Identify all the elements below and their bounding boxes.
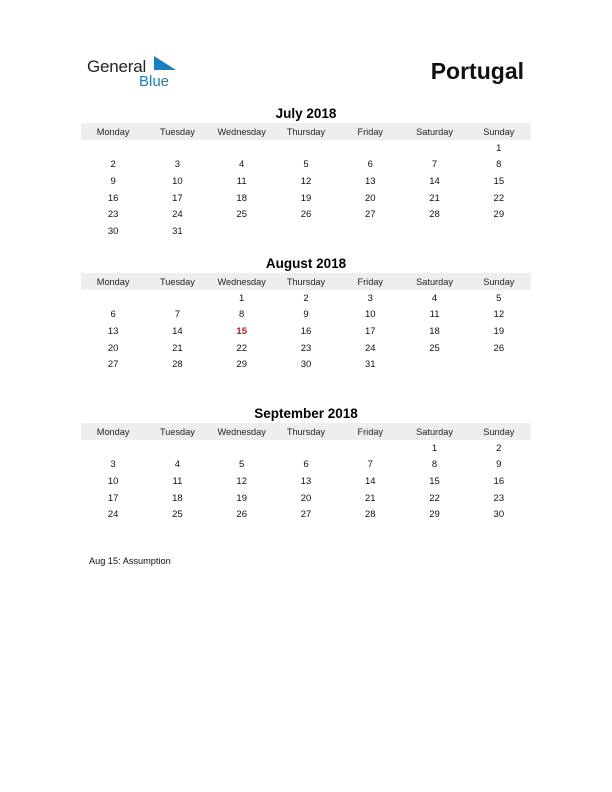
day-cell: 29 [236,359,247,371]
weekday-tuesday: Tuesday [159,426,195,437]
week-row [81,457,531,474]
day-cell: 15 [493,175,505,187]
day-cell: 26 [300,209,312,221]
day-cell: 1 [431,442,438,454]
day-cell: 5 [303,159,309,171]
weekday-saturday: Saturday [416,276,453,287]
weekday-thursday: Thursday [286,426,326,437]
day-cell: 18 [172,492,183,504]
day-cell: 19 [493,325,505,337]
day-cell: 23 [493,492,505,504]
weekday-friday: Friday [357,126,384,137]
day-cell: 18 [429,325,440,337]
day-cell: 17 [107,492,119,504]
day-cell: 14 [172,325,183,337]
day-cell: 3 [110,459,116,471]
month-august [81,255,531,373]
day-cell: 30 [300,359,312,371]
week-row [81,307,531,324]
day-cell: 21 [364,492,376,504]
day-cell: 28 [172,359,183,371]
logo [87,55,187,95]
day-cell: 8 [239,309,245,321]
day-cell: 1 [239,292,245,304]
day-cell: 22 [429,492,440,504]
holiday-note: Aug 15: Assumption [89,556,171,566]
day-cell: 16 [300,325,312,337]
day-cell: 19 [236,492,247,504]
day-cell: 12 [300,175,312,187]
weekday-thursday: Thursday [286,276,326,287]
weekday-saturday: Saturday [416,426,453,437]
weekday-thursday: Thursday [286,126,326,137]
week-row [81,290,531,307]
day-cell: 27 [107,359,119,371]
month-title: July 2018 [275,106,337,121]
day-cell: 6 [303,459,309,471]
week-row [81,206,531,223]
weekday-friday: Friday [357,276,384,287]
day-cell: 24 [107,509,119,521]
day-cell: 21 [172,342,183,354]
day-cell: 25 [429,342,440,354]
month-september [81,405,531,523]
day-cell: 9 [303,309,309,321]
weekday-monday: Monday [96,126,130,137]
day-cell: 2 [303,292,309,304]
week-row [81,473,531,490]
day-cell: 3 [174,159,181,171]
day-cell: 9 [496,459,502,471]
day-cell: 13 [300,475,312,487]
weekday-friday: Friday [357,426,384,437]
day-cell: 30 [107,225,119,237]
day-cell: 23 [300,342,312,354]
day-cell: 6 [110,309,116,321]
day-cell: 14 [429,175,440,187]
day-cell: 6 [367,159,373,171]
weekday-header [81,423,531,440]
day-cell: 19 [300,192,312,204]
day-cell: 11 [236,175,247,187]
day-cell: 7 [431,159,438,171]
day-cell: 9 [110,175,116,187]
week-row [81,140,531,157]
day-cell: 26 [493,342,505,354]
week-row [81,356,531,373]
day-cell: 26 [236,509,247,521]
day-cell: 16 [107,192,119,204]
week-row [81,490,531,507]
week-row [81,440,531,457]
day-cell: 5 [496,292,502,304]
holiday-day-cell: 15 [236,325,247,337]
logo-text-general: General [87,57,147,76]
day-cell: 4 [431,292,438,304]
weekday-sunday: Sunday [483,426,515,437]
day-cell: 8 [496,159,502,171]
week-row [81,506,531,523]
logo-flag-icon [154,56,176,72]
day-cell: 17 [364,325,376,337]
day-cell: 3 [367,292,373,304]
day-cell: 15 [429,475,440,487]
day-cell: 29 [493,209,505,221]
weekday-sunday: Sunday [483,126,515,137]
day-cell: 7 [367,459,373,471]
day-cell: 25 [236,209,247,221]
day-cell: 25 [172,509,183,521]
month-july [81,105,531,240]
day-cell: 17 [172,192,183,204]
weekday-sunday: Sunday [483,276,515,287]
day-cell: 10 [107,475,119,487]
day-cell: 28 [429,209,440,221]
day-cell: 16 [493,475,505,487]
day-cell: 20 [300,492,312,504]
day-cell: 24 [364,342,376,354]
week-row [81,323,531,340]
week-row [81,340,531,357]
day-cell: 31 [364,359,376,371]
weekday-tuesday: Tuesday [159,126,195,137]
day-cell: 27 [300,509,312,521]
day-cell: 13 [364,175,376,187]
day-cell: 4 [239,159,245,171]
day-cell: 5 [239,459,245,471]
week-row [81,157,531,174]
weekday-monday: Monday [96,276,130,287]
day-cell: 14 [364,475,376,487]
day-cell: 23 [107,209,119,221]
week-row [81,173,531,190]
day-cell: 11 [172,475,183,487]
day-cell: 1 [496,142,502,154]
day-cell: 11 [429,309,440,321]
day-cell: 18 [236,192,247,204]
weekday-wednesday: Wednesday [217,426,266,437]
month-title: September 2018 [254,406,358,421]
day-cell: 10 [364,309,376,321]
week-row [81,223,531,240]
day-cell: 4 [174,459,181,471]
day-cell: 21 [429,192,440,204]
day-cell: 22 [493,192,505,204]
day-cell: 29 [429,509,440,521]
weekday-header [81,123,531,140]
day-cell: 2 [496,442,502,454]
weekday-tuesday: Tuesday [159,276,195,287]
day-cell: 20 [364,192,376,204]
weekday-wednesday: Wednesday [217,126,266,137]
day-cell: 8 [431,459,438,471]
logo-text-blue: Blue [139,73,170,90]
day-cell: 31 [172,225,183,237]
week-row [81,190,531,207]
weekday-wednesday: Wednesday [217,276,266,287]
weekday-header [81,273,531,290]
holiday-notes [89,556,171,566]
day-cell: 30 [493,509,505,521]
weekday-saturday: Saturday [416,126,453,137]
day-cell: 7 [174,309,181,321]
country-title: Portugal [430,58,524,84]
day-cell: 12 [493,309,505,321]
day-cell: 12 [236,475,247,487]
day-cell: 2 [110,159,116,171]
day-cell: 22 [236,342,247,354]
day-cell: 10 [172,175,183,187]
weekday-monday: Monday [96,426,130,437]
month-title: August 2018 [265,256,347,271]
day-cell: 28 [364,509,376,521]
day-cell: 13 [107,325,119,337]
day-cell: 20 [107,342,119,354]
day-cell: 27 [364,209,376,221]
day-cell: 24 [172,209,183,221]
